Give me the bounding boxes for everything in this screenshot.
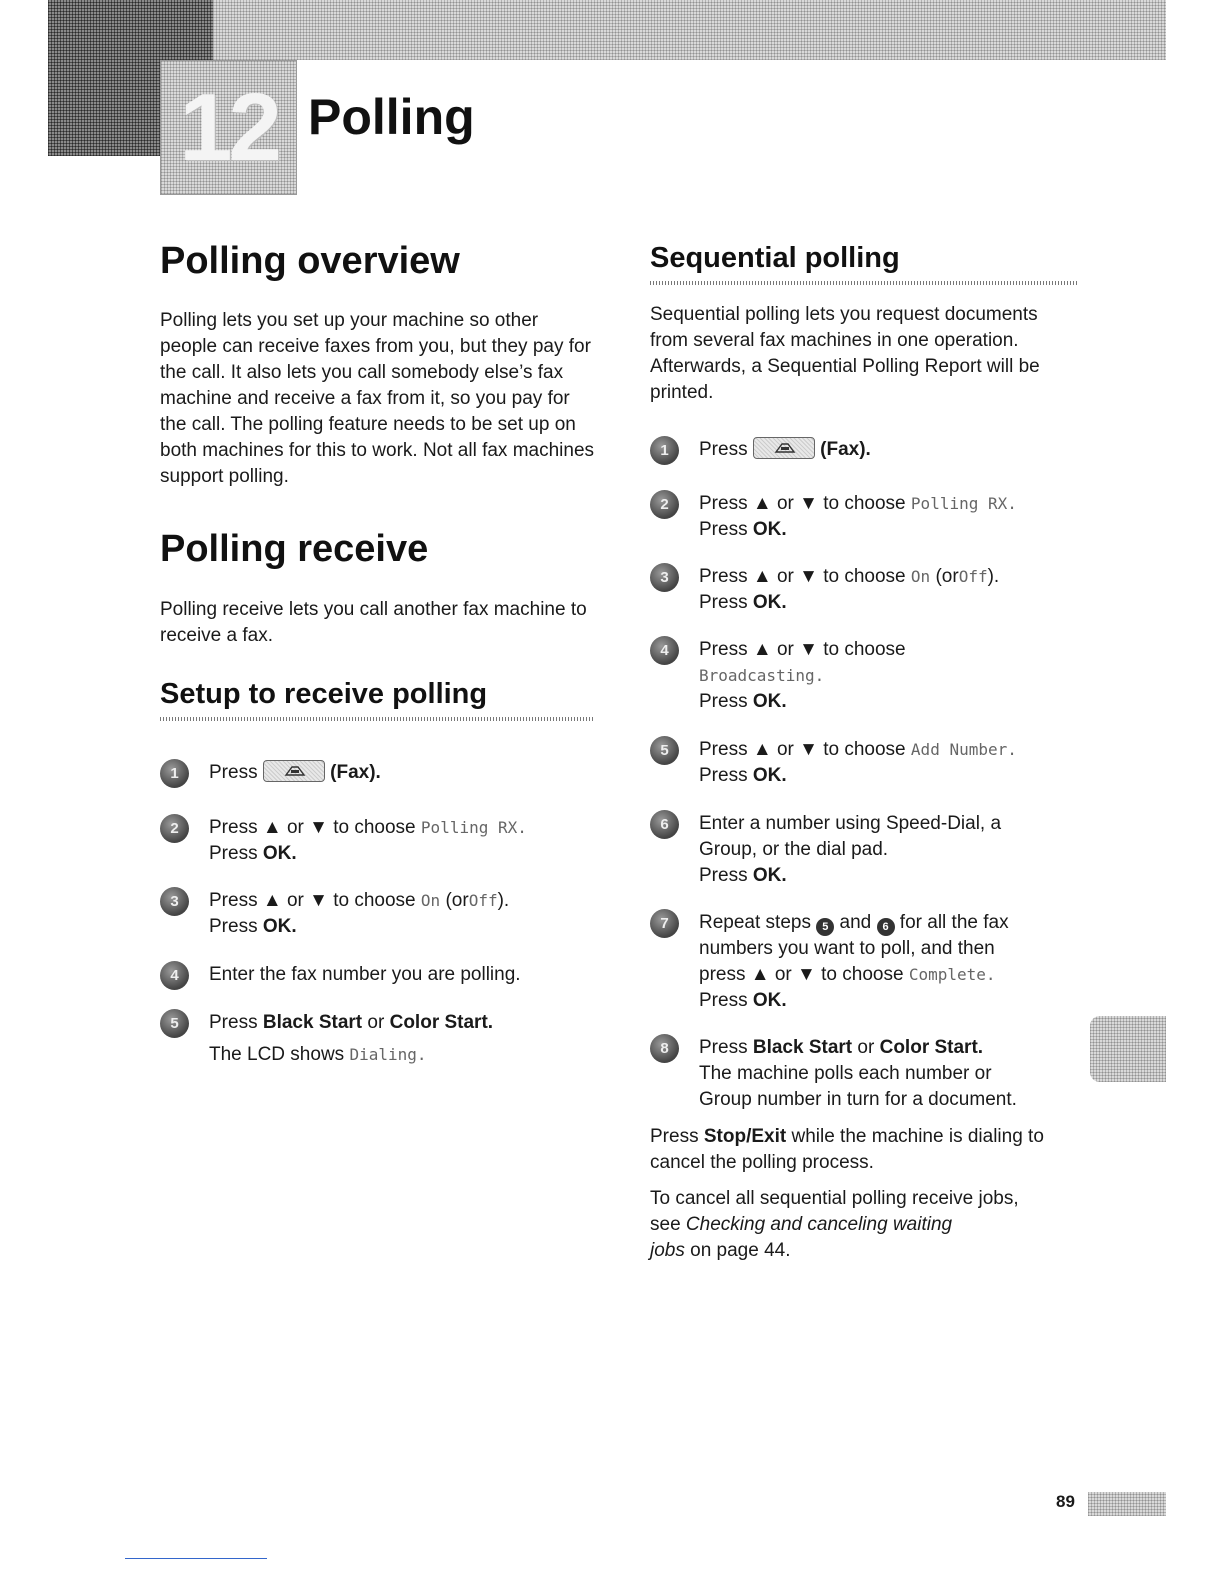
lcd-complete: Complete. — [908, 965, 996, 984]
setup-step-2: 2 Press ▲ or ▼ to choose Polling RX. Press OK. — [160, 815, 595, 867]
down-arrow-icon: ▼ — [309, 890, 328, 911]
lcd-off: Off — [958, 567, 988, 586]
seq-step-5: 5 Press ▲ or ▼ to choose Add Number. Press OK. — [650, 737, 1078, 789]
chapter-title: Polling — [308, 89, 475, 145]
setup-heading: Setup to receive polling — [160, 678, 488, 710]
lcd-add-number: Add Number. — [910, 740, 1017, 759]
setup-step-5: 5 Press Black Start or Color Start. The LCD shows Dialing. — [160, 1010, 595, 1068]
up-arrow-icon: ▲ — [752, 566, 772, 587]
cross-reference-link-cont[interactable]: jobs — [650, 1240, 685, 1261]
stop-exit-note: Press Stop/Exit while the machine is dialing to cancel the polling process. — [650, 1126, 1044, 1173]
setup-heading-block — [160, 678, 595, 721]
seq-step-3: 3 Press ▲ or ▼ to choose On (orOff). Press OK. — [650, 564, 1078, 616]
step-number-2-icon: 2 — [650, 490, 679, 519]
down-arrow-icon: ▼ — [799, 739, 818, 760]
step-number-3-icon: 3 — [160, 887, 189, 916]
up-arrow-icon: ▲ — [752, 493, 772, 514]
step-number-3-icon: 3 — [650, 563, 679, 592]
header-band — [210, 0, 1166, 60]
section-divider — [160, 717, 595, 721]
page-number-tab — [1088, 1492, 1166, 1516]
lcd-dialing: Dialing. — [349, 1045, 427, 1064]
chapter-side-tab — [1090, 1016, 1166, 1082]
polling-receive-heading: Polling receive — [160, 528, 429, 570]
step-number-8-icon: 8 — [650, 1034, 679, 1063]
ok-key: OK. — [752, 765, 787, 786]
step-number-5-icon: 5 — [650, 736, 679, 765]
step-number-5-icon: 5 — [160, 1009, 189, 1038]
fax-key-icon — [263, 760, 325, 782]
seq-step-4: 4 Press ▲ or ▼ to choose Broadcasting. Press OK. — [650, 637, 1078, 715]
cross-reference-link[interactable]: Checking and canceling waiting — [685, 1214, 953, 1235]
sequential-polling-heading: Sequential polling — [650, 242, 900, 274]
step-number-6-icon: 6 — [650, 810, 679, 839]
sequential-heading-block — [650, 242, 1078, 285]
step-4-text: Enter the fax number you are polling. — [209, 964, 521, 985]
setup-step-1 — [160, 760, 595, 786]
press-text: Press — [209, 762, 258, 783]
step-ref-5-icon: 5 — [816, 918, 834, 936]
up-arrow-icon: ▲ — [750, 964, 770, 985]
down-arrow-icon: ▼ — [799, 493, 818, 514]
chapter-number: 12 — [179, 73, 278, 181]
down-arrow-icon: ▼ — [309, 817, 328, 838]
chapter-number-box — [160, 60, 297, 195]
seq-step-8: 8 Press Black Start or Color Start. The machine polls each number or Group number in turn for a document. — [650, 1035, 1078, 1113]
lcd-broadcasting: Broadcasting. — [699, 666, 825, 685]
fax-label: (Fax). — [330, 762, 381, 783]
ok-key: OK. — [752, 519, 787, 540]
step-number-4-icon: 4 — [160, 961, 189, 990]
fax-key-icon — [753, 437, 815, 459]
lcd-off: Off — [468, 891, 498, 910]
ok-key: OK. — [752, 592, 787, 613]
lcd-polling-rx: Polling RX. — [910, 494, 1017, 513]
polling-overview-text: Polling lets you set up your machine so other people can receive faxes from you, but they pay for the call. It also lets you call somebody else’s fax machine and receive a fax from it, so you pay for the call. The polling feature needs to be set up on both machines for this to work. Not all fax machines support polling. — [160, 310, 595, 487]
lcd-polling-rx: Polling RX. — [420, 818, 527, 837]
sequential-intro: Sequential polling lets you request documents from several fax machines in one operation. Afterwards, a Sequential Polling Report will be printed. — [650, 304, 1040, 403]
ok-key: OK. — [752, 865, 787, 886]
up-arrow-icon: ▲ — [752, 639, 772, 660]
lcd-on: On — [420, 891, 441, 910]
bottom-rule — [125, 1558, 267, 1559]
color-start-key: Color Start. — [389, 1012, 494, 1033]
step-ref-6-icon: 6 — [877, 918, 895, 936]
lcd-on: On — [910, 567, 931, 586]
down-arrow-icon: ▼ — [797, 964, 816, 985]
section-divider — [650, 281, 1078, 285]
ok-key: OK. — [262, 843, 297, 864]
polling-overview-heading: Polling overview — [160, 240, 460, 282]
color-start-key: Color Start. — [879, 1037, 984, 1058]
black-start-key: Black Start — [752, 1037, 853, 1058]
seq-step-7: 7 Repeat steps 5 and 6 for all the fax numbers you want to poll, and then press ▲ or ▼ to choose Complete. Press OK. — [650, 910, 1078, 1014]
up-arrow-icon: ▲ — [262, 817, 282, 838]
cancel-note: To cancel all sequential polling receive jobs, see Checking and canceling waiting jobs on page 44. — [650, 1188, 1019, 1261]
polling-receive-text: Polling receive lets you call another fax machine to receive a fax. — [160, 599, 587, 646]
seq-step-1: 1 Press (Fax). — [650, 437, 1078, 463]
ok-key: OK. — [752, 990, 787, 1011]
ok-key: OK. — [262, 916, 297, 937]
setup-steps — [160, 760, 595, 1080]
page-number: 89 — [1056, 1492, 1075, 1511]
sequential-steps — [650, 437, 1078, 1137]
up-arrow-icon: ▲ — [752, 739, 772, 760]
setup-step-3: 3 Press ▲ or ▼ to choose On (orOff). Press OK. — [160, 888, 595, 940]
step-number-1-icon: 1 — [650, 436, 679, 465]
up-arrow-icon: ▲ — [262, 890, 282, 911]
black-start-key: Black Start — [262, 1012, 363, 1033]
step-number-1-icon: 1 — [160, 759, 189, 788]
down-arrow-icon: ▼ — [799, 639, 818, 660]
seq-step-2: 2 Press ▲ or ▼ to choose Polling RX. Press OK. — [650, 491, 1078, 543]
seq-step-6: 6 Enter a number using Speed-Dial, a Group, or the dial pad. Press OK. — [650, 811, 1078, 889]
step-number-4-icon: 4 — [650, 636, 679, 665]
step-number-2-icon: 2 — [160, 814, 189, 843]
ok-key: OK. — [752, 691, 787, 712]
step-number-7-icon: 7 — [650, 909, 679, 938]
setup-step-4 — [160, 962, 595, 988]
stop-exit-key: Stop/Exit — [703, 1126, 787, 1147]
down-arrow-icon: ▼ — [799, 566, 818, 587]
